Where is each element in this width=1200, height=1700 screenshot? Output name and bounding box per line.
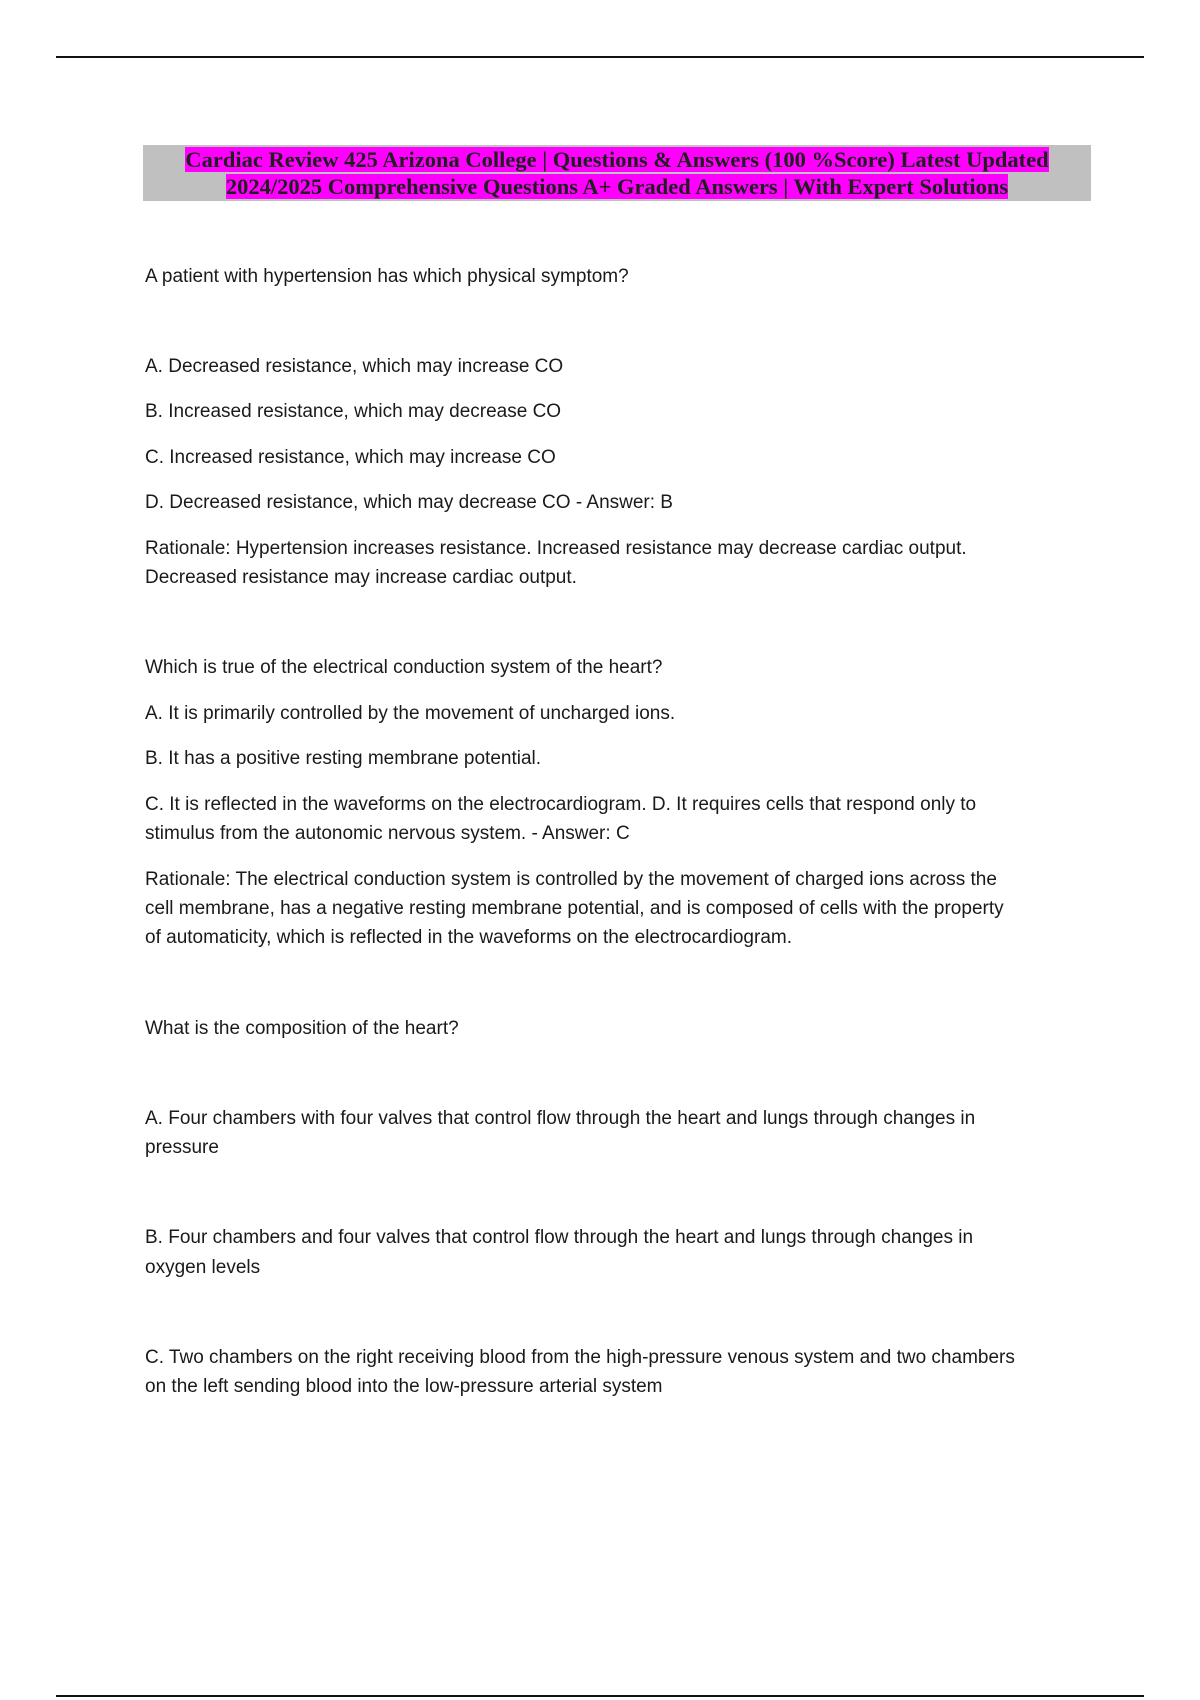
q3-option-b-line-1: B. Four chambers and four valves that control flow through the heart and lungs through changes in — [145, 1227, 974, 1248]
q1-option-b: B. Increased resistance, which may decrease CO — [145, 401, 562, 422]
q3-option-c-line-2: on the left sending blood into the low-pressure arterial system — [145, 1376, 663, 1397]
q1-option-c: C. Increased resistance, which may increase CO — [145, 447, 556, 468]
document-title — [143, 145, 1091, 201]
q3-option-a-line-1: A. Four chambers with four valves that control flow through the heart and lungs through changes in — [145, 1108, 976, 1129]
q1-question: A patient with hypertension has which physical symptom? — [145, 266, 629, 287]
q2-option-a: A. It is primarily controlled by the movement of uncharged ions. — [145, 703, 676, 724]
q3-option-b-line-2: oxygen levels — [145, 1257, 261, 1278]
q1-rationale-line-2: Decreased resistance may increase cardiac output. — [145, 567, 577, 588]
q3-option-c-line-1: C. Two chambers on the right receiving blood from the high-pressure venous system and two chambers — [145, 1347, 1015, 1368]
q2-option-cd-line-2: stimulus from the autonomic nervous system. - Answer: C — [145, 823, 630, 844]
q1-option-d: D. Decreased resistance, which may decrease CO - Answer: B — [145, 492, 673, 513]
bottom-rule — [56, 1695, 1144, 1697]
q3-option-a-line-2: pressure — [145, 1137, 219, 1158]
q2-rationale-line-3: of automaticity, which is reflected in the waveforms on the electrocardiogram. — [145, 927, 792, 948]
q1-rationale-line-1: Rationale: Hypertension increases resistance. Increased resistance may decrease cardiac output. — [145, 538, 967, 559]
q2-question: Which is true of the electrical conduction system of the heart? — [145, 657, 663, 678]
q1-option-a: A. Decreased resistance, which may increase CO — [145, 356, 564, 377]
top-rule — [56, 56, 1144, 58]
q2-option-cd-line-1: C. It is reflected in the waveforms on the electrocardiogram. D. It requires cells that respond only to — [145, 794, 977, 815]
title-line-1: Cardiac Review 425 Arizona College | Questions & Answers (100 %Score) Latest Updated — [185, 147, 1049, 172]
q2-rationale-line-1: Rationale: The electrical conduction system is controlled by the movement of charged ions across the — [145, 869, 997, 890]
q2-option-b: B. It has a positive resting membrane potential. — [145, 748, 542, 769]
q2-rationale-line-2: cell membrane, has a negative resting membrane potential, and is composed of cells with the property — [145, 898, 1004, 919]
title-line-2: 2024/2025 Comprehensive Questions A+ Graded Answers | With Expert Solutions — [225, 174, 1009, 199]
q3-question: What is the composition of the heart? — [145, 1018, 459, 1039]
